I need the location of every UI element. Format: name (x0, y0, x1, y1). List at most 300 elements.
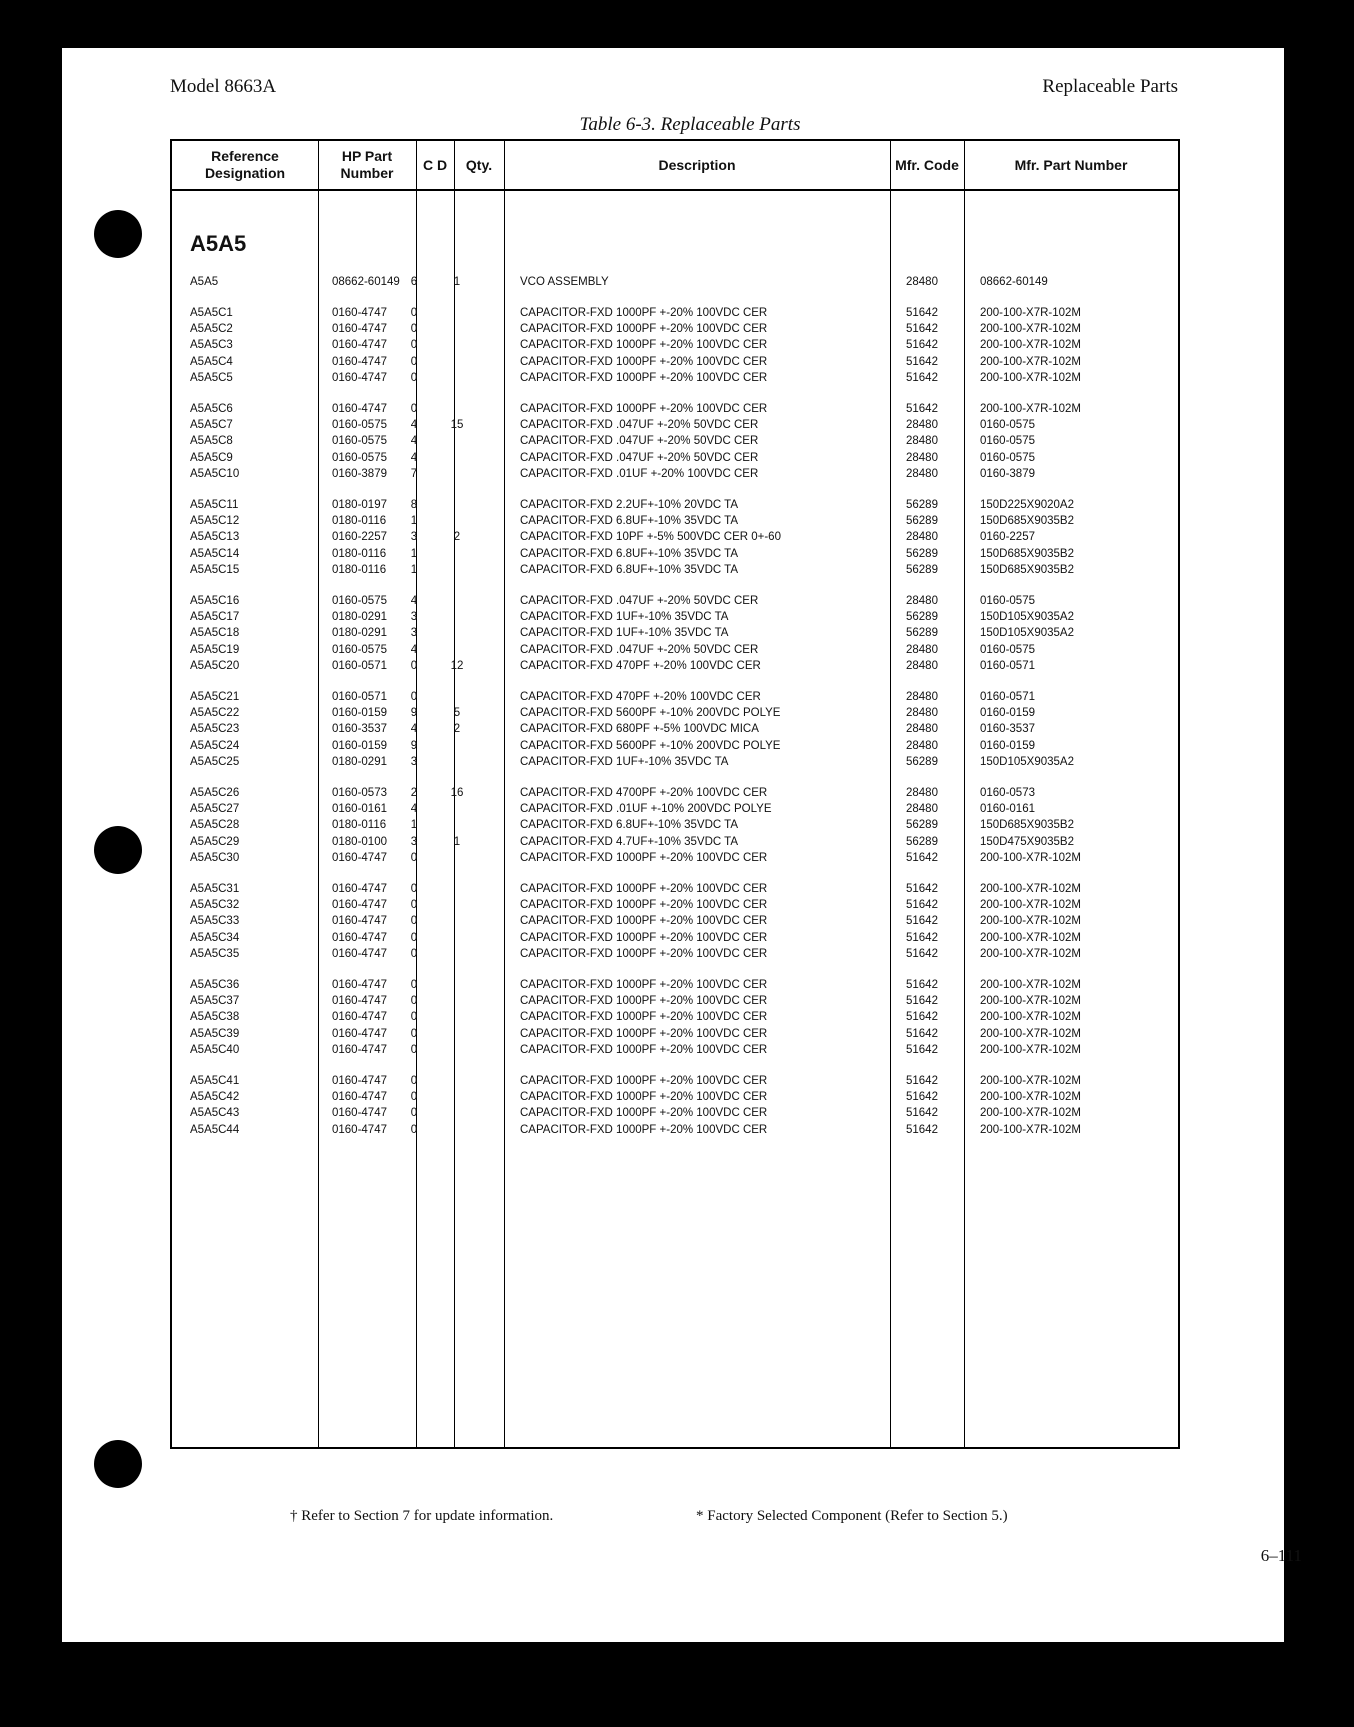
cell-desc: CAPACITOR-FXD .047UF +-20% 50VDC CER (520, 595, 759, 607)
cell-mfr: 28480 (906, 531, 938, 544)
cell-hp: 0160-4747 (332, 307, 387, 319)
cell-mpn: 200-100-X7R-102M (980, 403, 1082, 415)
cell-cd: 0 (410, 1043, 418, 1056)
cell-mfr: 28480 (906, 595, 938, 607)
table-row (172, 995, 1178, 1011)
binder-hole (94, 1440, 142, 1488)
cell-mpn: 0160-0575 (980, 451, 1035, 464)
cell-hp: 0160-4747 (332, 339, 387, 352)
cell-qty: 2 (453, 531, 461, 544)
cell-mfr: 51642 (906, 915, 938, 928)
cell-ref: A5A5C36 (190, 979, 240, 991)
table-caption: Table 6-3. Replaceable Parts (579, 114, 801, 135)
table-row (172, 836, 1178, 852)
cell-desc: CAPACITOR-FXD 4700PF +-20% 100VDC CER (520, 787, 768, 799)
cell-hp: 0160-4747 (332, 995, 387, 1008)
cell-desc: CAPACITOR-FXD .01UF +-10% 200VDC POLYE (520, 803, 772, 816)
cell-cd: 0 (410, 931, 418, 944)
cell-desc: CAPACITOR-FXD 1000PF +-20% 100VDC CER (520, 403, 768, 415)
cell-ref: A5A5C4 (190, 355, 233, 368)
cell-desc: CAPACITOR-FXD 1000PF +-20% 100VDC CER (520, 883, 768, 895)
cell-ref: A5A5C23 (190, 723, 240, 736)
cell-mpn: 200-100-X7R-102M (980, 979, 1082, 991)
table-row (172, 499, 1178, 515)
cell-mfr: 56289 (906, 627, 938, 640)
page-number: 6–111 (1260, 1546, 1302, 1565)
cell-desc: CAPACITOR-FXD .047UF +-20% 50VDC CER (520, 435, 759, 448)
cell-cd: 0 (410, 307, 418, 319)
cell-desc: CAPACITOR-FXD 1000PF +-20% 100VDC CER (520, 979, 768, 991)
cell-hp: 0180-0197 (332, 499, 387, 511)
table-row (172, 531, 1178, 547)
table-row (172, 644, 1178, 660)
cell-desc: CAPACITOR-FXD 1000PF +-20% 100VDC CER (520, 1075, 768, 1087)
table-row (172, 611, 1178, 627)
cell-mpn: 200-100-X7R-102M (980, 1027, 1082, 1040)
cell-mpn: 200-100-X7R-102M (980, 355, 1082, 368)
cell-mfr: 51642 (906, 1107, 938, 1120)
cell-mpn: 200-100-X7R-102M (980, 915, 1082, 928)
cell-ref: A5A5C26 (190, 787, 240, 799)
cell-mpn: 150D105X9035A2 (980, 611, 1074, 624)
table-row (172, 1011, 1178, 1027)
cell-cd: 0 (410, 1091, 418, 1104)
model-header: Model 8663A (170, 76, 277, 97)
section-title: A5A5 (190, 231, 247, 256)
cell-hp: 08662-60149 (332, 276, 400, 288)
cell-desc: CAPACITOR-FXD .047UF +-20% 50VDC CER (520, 643, 759, 656)
table-row (172, 323, 1178, 339)
table-row (172, 932, 1178, 948)
cell-desc: CAPACITOR-FXD 1UF+-10% 35VDC TA (520, 755, 729, 768)
cell-cd: 0 (410, 1011, 418, 1024)
cell-mfr: 51642 (906, 1123, 938, 1136)
cell-hp: 0160-0575 (332, 419, 387, 432)
cell-mfr: 28480 (906, 435, 938, 448)
cell-cd: 3 (410, 835, 418, 848)
cell-ref: A5A5C5 (190, 371, 233, 384)
cell-cd: 1 (410, 515, 418, 528)
cell-mfr: 51642 (906, 323, 938, 336)
col-header-description: Description (658, 156, 736, 173)
cell-cd: 0 (410, 691, 418, 703)
cell-cd: 0 (410, 851, 418, 864)
cell-ref: A5A5C31 (190, 883, 240, 895)
cell-hp: 0160-4747 (332, 323, 387, 336)
cell-mfr: 56289 (906, 611, 938, 624)
cell-mfr: 28480 (906, 707, 938, 720)
cell-cd: 0 (410, 371, 418, 384)
cell-mpn: 150D685X9035B2 (980, 515, 1074, 528)
cell-desc: CAPACITOR-FXD 1000PF +-20% 100VDC CER (520, 931, 768, 944)
cell-mpn: 200-100-X7R-102M (980, 307, 1082, 319)
cell-desc: CAPACITOR-FXD 1000PF +-20% 100VDC CER (520, 1091, 768, 1104)
cell-mfr: 56289 (906, 547, 938, 560)
cell-desc: VCO ASSEMBLY (520, 276, 609, 288)
cell-mpn: 150D105X9035A2 (980, 755, 1074, 768)
table-row (172, 548, 1178, 564)
cell-mfr: 51642 (906, 1027, 938, 1040)
table-row (172, 740, 1178, 756)
cell-hp: 0160-4747 (332, 851, 387, 864)
table-row (172, 707, 1178, 723)
cell-hp: 0160-4747 (332, 1011, 387, 1024)
table-row (172, 452, 1178, 468)
cell-mfr: 28480 (906, 643, 938, 656)
cell-mpn: 200-100-X7R-102M (980, 323, 1082, 336)
table-row (172, 419, 1178, 435)
cell-ref: A5A5C6 (190, 403, 233, 415)
cell-mfr: 51642 (906, 851, 938, 864)
cell-qty: 16 (450, 787, 464, 799)
cell-cd: 1 (410, 563, 418, 576)
cell-cd: 0 (410, 995, 418, 1008)
cell-cd: 0 (410, 323, 418, 336)
table-row (172, 723, 1178, 739)
cell-qty: 12 (450, 659, 464, 672)
cell-desc: CAPACITOR-FXD 680PF +-5% 100VDC MICA (520, 723, 759, 736)
footnote-factory: * Factory Selected Component (Refer to Section 5.) (696, 1508, 1008, 1524)
cell-mfr: 28480 (906, 467, 938, 480)
cell-ref: A5A5C22 (190, 707, 240, 720)
cell-ref: A5A5C17 (190, 611, 240, 624)
col-header-hp-part: HP Part Number (340, 148, 394, 181)
cell-mpn: 200-100-X7R-102M (980, 1075, 1082, 1087)
cell-hp: 0160-0159 (332, 707, 387, 720)
table-row (172, 756, 1178, 772)
cell-qty: 2 (453, 723, 461, 736)
cell-hp: 0160-4747 (332, 883, 387, 895)
cell-qty: 5 (453, 707, 461, 720)
cell-mpn: 150D685X9035B2 (980, 819, 1074, 832)
cell-desc: CAPACITOR-FXD 5600PF +-10% 200VDC POLYE (520, 739, 781, 752)
cell-hp: 0180-0116 (332, 515, 387, 528)
col-header-mfr-part: Mfr. Part Number (1014, 156, 1128, 173)
cell-ref: A5A5C33 (190, 915, 240, 928)
cell-mpn: 08662-60149 (980, 276, 1048, 288)
cell-ref: A5A5C10 (190, 467, 240, 480)
table-row (172, 660, 1178, 676)
cell-mpn: 0160-0159 (980, 739, 1035, 752)
cell-ref: A5A5C18 (190, 627, 240, 640)
cell-ref: A5A5C44 (190, 1123, 240, 1136)
cell-cd: 9 (410, 739, 418, 752)
cell-hp: 0160-4747 (332, 979, 387, 991)
cell-mfr: 51642 (906, 979, 938, 991)
cell-hp: 0180-0291 (332, 755, 387, 768)
table-row (172, 356, 1178, 372)
cell-mpn: 0160-3537 (980, 723, 1035, 736)
cell-mpn: 150D105X9035A2 (980, 627, 1074, 640)
cell-mfr: 51642 (906, 899, 938, 912)
table-row (172, 372, 1178, 388)
cell-mpn: 200-100-X7R-102M (980, 851, 1082, 864)
cell-mpn: 150D685X9035B2 (980, 547, 1074, 560)
cell-cd: 0 (410, 1075, 418, 1087)
cell-cd: 0 (410, 339, 418, 352)
cell-hp: 0160-0575 (332, 435, 387, 448)
cell-ref: A5A5C16 (190, 595, 240, 607)
cell-hp: 0160-4747 (332, 899, 387, 912)
cell-hp: 0160-0571 (332, 691, 387, 703)
cell-mfr: 51642 (906, 995, 938, 1008)
table-row (172, 307, 1178, 323)
cell-mpn: 200-100-X7R-102M (980, 1043, 1082, 1056)
cell-cd: 4 (410, 643, 418, 656)
table-row (172, 276, 1178, 292)
cell-cd: 0 (410, 659, 418, 672)
cell-ref: A5A5C42 (190, 1091, 240, 1104)
cell-mpn: 150D685X9035B2 (980, 563, 1074, 576)
cell-desc: CAPACITOR-FXD 1UF+-10% 35VDC TA (520, 611, 729, 624)
cell-hp: 0180-0116 (332, 819, 387, 832)
cell-desc: CAPACITOR-FXD 1000PF +-20% 100VDC CER (520, 899, 768, 912)
cell-hp: 0180-0291 (332, 627, 387, 640)
cell-cd: 1 (410, 547, 418, 560)
cell-desc: CAPACITOR-FXD 1UF+-10% 35VDC TA (520, 627, 729, 640)
cell-ref: A5A5C34 (190, 931, 240, 944)
cell-hp: 0160-4747 (332, 1027, 387, 1040)
cell-mfr: 28480 (906, 803, 938, 816)
table-row (172, 627, 1178, 643)
cell-hp: 0160-4747 (332, 1043, 387, 1056)
cell-desc: CAPACITOR-FXD 1000PF +-20% 100VDC CER (520, 915, 768, 928)
cell-cd: 4 (410, 803, 418, 816)
cell-desc: CAPACITOR-FXD 1000PF +-20% 100VDC CER (520, 1123, 768, 1136)
cell-mpn: 0160-0575 (980, 435, 1035, 448)
col-header-cd: C D (422, 156, 448, 173)
cell-desc: CAPACITOR-FXD 1000PF +-20% 100VDC CER (520, 995, 768, 1008)
cell-cd: 1 (410, 819, 418, 832)
binder-hole (94, 826, 142, 874)
cell-desc: CAPACITOR-FXD 1000PF +-20% 100VDC CER (520, 1107, 768, 1120)
cell-mpn: 200-100-X7R-102M (980, 1091, 1082, 1104)
cell-mpn: 200-100-X7R-102M (980, 1107, 1082, 1120)
cell-hp: 0160-0575 (332, 643, 387, 656)
cell-mfr: 51642 (906, 1011, 938, 1024)
cell-ref: A5A5C11 (190, 499, 239, 511)
cell-mpn: 0160-0575 (980, 595, 1035, 607)
cell-desc: CAPACITOR-FXD 1000PF +-20% 100VDC CER (520, 947, 768, 960)
cell-ref: A5A5C27 (190, 803, 240, 816)
cell-qty: 1 (453, 835, 461, 848)
cell-ref: A5A5C25 (190, 755, 240, 768)
cell-cd: 4 (410, 723, 418, 736)
cell-desc: CAPACITOR-FXD 470PF +-20% 100VDC CER (520, 691, 761, 703)
cell-cd: 0 (410, 947, 418, 960)
cell-mfr: 28480 (906, 739, 938, 752)
cell-qty: 1 (453, 276, 461, 288)
cell-mpn: 0160-0571 (980, 659, 1035, 672)
cell-desc: CAPACITOR-FXD 1000PF +-20% 100VDC CER (520, 307, 768, 319)
cell-ref: A5A5C30 (190, 851, 240, 864)
cell-ref: A5A5C1 (190, 307, 233, 319)
cell-cd: 3 (410, 755, 418, 768)
table-row (172, 1044, 1178, 1060)
cell-ref: A5A5C20 (190, 659, 240, 672)
cell-hp: 0160-4747 (332, 371, 387, 384)
cell-hp: 0160-2257 (332, 531, 387, 544)
cell-cd: 8 (410, 499, 418, 511)
table-row (172, 899, 1178, 915)
cell-cd: 0 (410, 915, 418, 928)
cell-mpn: 0160-2257 (980, 531, 1035, 544)
cell-mpn: 150D475X9035B2 (980, 835, 1074, 848)
cell-mpn: 0160-3879 (980, 467, 1035, 480)
cell-hp: 0160-4747 (332, 1075, 387, 1087)
cell-mpn: 200-100-X7R-102M (980, 899, 1082, 912)
cell-hp: 0160-0575 (332, 451, 387, 464)
table-row (172, 1124, 1178, 1140)
cell-cd: 0 (410, 883, 418, 895)
cell-ref: A5A5C7 (190, 419, 233, 432)
cell-cd: 7 (410, 467, 418, 480)
cell-hp: 0160-3879 (332, 467, 387, 480)
table-row (172, 1107, 1178, 1123)
cell-hp: 0160-4747 (332, 403, 387, 415)
cell-cd: 3 (410, 611, 418, 624)
cell-mpn: 200-100-X7R-102M (980, 883, 1082, 895)
cell-cd: 0 (410, 899, 418, 912)
cell-mfr: 51642 (906, 355, 938, 368)
table-row (172, 515, 1178, 531)
table-row (172, 339, 1178, 355)
cell-cd: 3 (410, 627, 418, 640)
cell-ref: A5A5C19 (190, 643, 240, 656)
cell-cd: 0 (410, 355, 418, 368)
cell-ref: A5A5C37 (190, 995, 240, 1008)
col-header-reference: Reference Designation (204, 148, 286, 181)
cell-ref: A5A5C13 (190, 531, 240, 544)
cell-cd: 4 (410, 451, 418, 464)
cell-cd: 4 (410, 435, 418, 448)
cell-desc: CAPACITOR-FXD 1000PF +-20% 100VDC CER (520, 371, 768, 384)
cell-mfr: 56289 (906, 755, 938, 768)
cell-desc: CAPACITOR-FXD 1000PF +-20% 100VDC CER (520, 1043, 768, 1056)
binder-hole (94, 210, 142, 258)
cell-hp: 0160-3537 (332, 723, 387, 736)
cell-hp: 0160-4747 (332, 947, 387, 960)
cell-ref: A5A5C28 (190, 819, 240, 832)
cell-mpn: 0160-0575 (980, 419, 1035, 432)
cell-hp: 0180-0100 (332, 835, 387, 848)
cell-cd: 3 (410, 531, 418, 544)
cell-desc: CAPACITOR-FXD .047UF +-20% 50VDC CER (520, 451, 759, 464)
cell-mfr: 28480 (906, 659, 938, 672)
cell-mfr: 51642 (906, 883, 938, 895)
cell-mpn: 0160-0573 (980, 787, 1035, 799)
cell-cd: 0 (410, 1107, 418, 1120)
cell-mfr: 51642 (906, 371, 938, 384)
cell-mfr: 51642 (906, 947, 938, 960)
cell-desc: CAPACITOR-FXD 6.8UF+-10% 35VDC TA (520, 563, 739, 576)
cell-cd: 0 (410, 403, 418, 415)
cell-mfr: 56289 (906, 515, 938, 528)
cell-mpn: 200-100-X7R-102M (980, 931, 1082, 944)
cell-desc: CAPACITOR-FXD 10PF +-5% 500VDC CER 0+-60 (520, 531, 781, 544)
cell-desc: CAPACITOR-FXD 1000PF +-20% 100VDC CER (520, 1027, 768, 1040)
cell-ref: A5A5C41 (190, 1075, 240, 1087)
cell-mfr: 28480 (906, 419, 938, 432)
cell-cd: 0 (410, 1123, 418, 1136)
cell-ref: A5A5C9 (190, 451, 233, 464)
cell-desc: CAPACITOR-FXD 4.7UF+-10% 35VDC TA (520, 835, 739, 848)
col-header-qty: Qty. (465, 156, 493, 173)
table-row (172, 468, 1178, 484)
footnote-update: † Refer to Section 7 for update information. (290, 1508, 554, 1524)
table-row (172, 883, 1178, 899)
cell-mpn: 200-100-X7R-102M (980, 1123, 1082, 1136)
parts-table (170, 139, 1180, 1449)
cell-mfr: 56289 (906, 499, 938, 511)
cell-hp: 0160-4747 (332, 1107, 387, 1120)
cell-desc: CAPACITOR-FXD 5600PF +-10% 200VDC POLYE (520, 707, 781, 720)
cell-desc: CAPACITOR-FXD 1000PF +-20% 100VDC CER (520, 1011, 768, 1024)
cell-qty: 15 (450, 419, 464, 432)
cell-hp: 0180-0116 (332, 563, 387, 576)
table-row (172, 1091, 1178, 1107)
cell-mpn: 0160-0571 (980, 691, 1035, 703)
cell-mpn: 0160-0575 (980, 643, 1035, 656)
cell-mpn: 200-100-X7R-102M (980, 995, 1082, 1008)
cell-desc: CAPACITOR-FXD .047UF +-20% 50VDC CER (520, 419, 759, 432)
cell-ref: A5A5C43 (190, 1107, 240, 1120)
cell-desc: CAPACITOR-FXD 1000PF +-20% 100VDC CER (520, 323, 768, 336)
cell-hp: 0160-0575 (332, 595, 387, 607)
cell-ref: A5A5C40 (190, 1043, 240, 1056)
cell-ref: A5A5C35 (190, 947, 240, 960)
cell-ref: A5A5C15 (190, 563, 240, 576)
cell-mfr: 56289 (906, 835, 938, 848)
cell-mpn: 0160-0159 (980, 707, 1035, 720)
cell-mfr: 28480 (906, 787, 938, 799)
cell-desc: CAPACITOR-FXD 1000PF +-20% 100VDC CER (520, 851, 768, 864)
cell-desc: CAPACITOR-FXD 6.8UF+-10% 35VDC TA (520, 547, 739, 560)
cell-mpn: 150D225X9020A2 (980, 499, 1074, 511)
cell-mpn: 0160-0161 (980, 803, 1035, 816)
cell-cd: 9 (410, 707, 418, 720)
cell-hp: 0180-0291 (332, 611, 387, 624)
cell-mfr: 28480 (906, 691, 938, 703)
cell-hp: 0160-4747 (332, 355, 387, 368)
cell-mfr: 51642 (906, 403, 938, 415)
cell-desc: CAPACITOR-FXD 2.2UF+-10% 20VDC TA (520, 499, 739, 511)
cell-mfr: 28480 (906, 723, 938, 736)
cell-hp: 0160-4747 (332, 1123, 387, 1136)
table-row (172, 787, 1178, 803)
cell-cd: 4 (410, 419, 418, 432)
table-row (172, 435, 1178, 451)
cell-cd: 2 (410, 787, 418, 799)
cell-ref: A5A5C12 (190, 515, 240, 528)
cell-cd: 6 (410, 276, 418, 288)
cell-cd: 0 (410, 1027, 418, 1040)
cell-hp: 0160-4747 (332, 1091, 387, 1104)
cell-mpn: 200-100-X7R-102M (980, 1011, 1082, 1024)
cell-mfr: 56289 (906, 563, 938, 576)
cell-hp: 0160-0571 (332, 659, 387, 672)
cell-ref: A5A5C32 (190, 899, 240, 912)
cell-cd: 0 (410, 979, 418, 991)
table-row (172, 1075, 1178, 1091)
cell-ref: A5A5C24 (190, 739, 240, 752)
cell-cd: 4 (410, 595, 418, 607)
cell-mfr: 56289 (906, 819, 938, 832)
cell-mfr: 51642 (906, 1043, 938, 1056)
cell-desc: CAPACITOR-FXD 1000PF +-20% 100VDC CER (520, 355, 768, 368)
table-row (172, 803, 1178, 819)
cell-ref: A5A5 (190, 276, 219, 288)
